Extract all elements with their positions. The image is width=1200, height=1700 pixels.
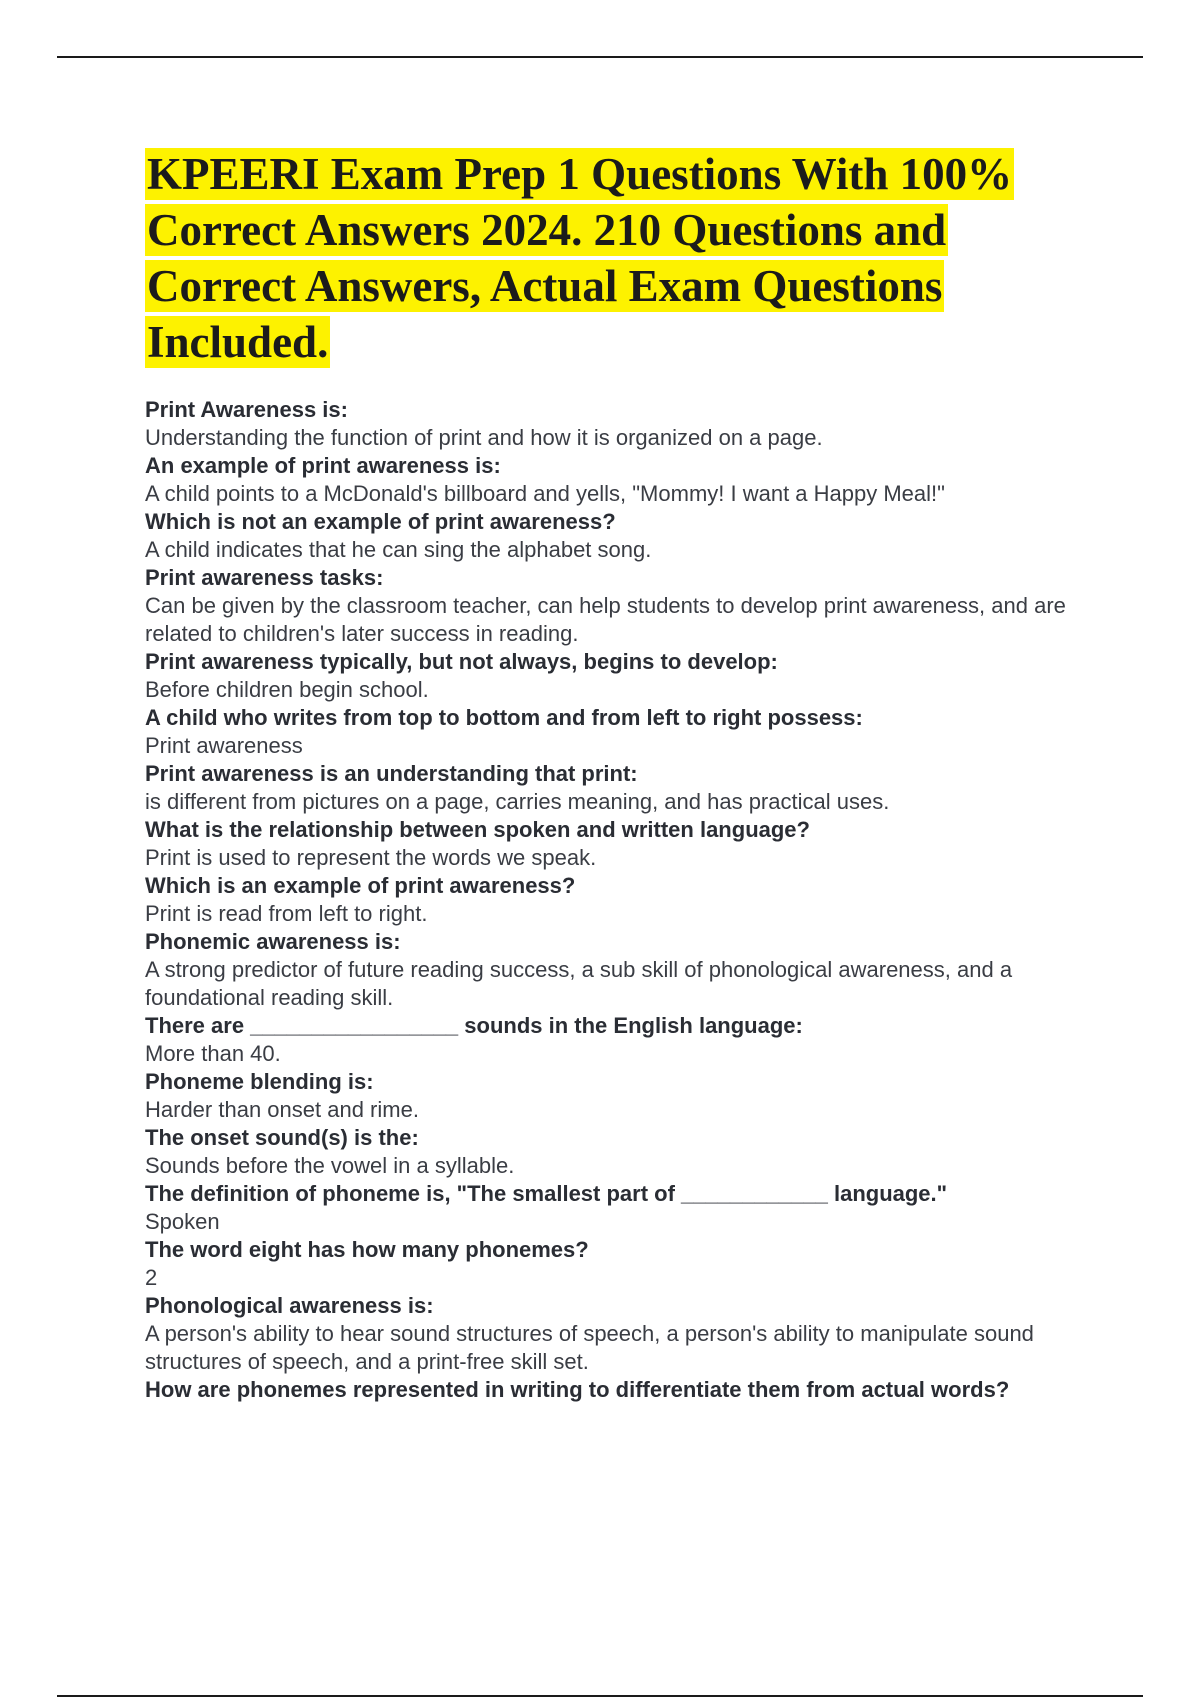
answer-text: More than 40. <box>145 1041 281 1066</box>
question-text: The word eight has how many phonemes? <box>145 1237 589 1262</box>
question-answer-list <box>145 396 1080 1404</box>
answer-text: Print is used to represent the words we speak. <box>145 845 597 870</box>
question-text: The onset sound(s) is the: <box>145 1125 419 1150</box>
qa-item <box>145 564 1080 648</box>
qa-item <box>145 704 1080 760</box>
qa-item <box>145 1236 1080 1292</box>
question-text: Which is not an example of print awareness? <box>145 509 616 534</box>
question-text: A child who writes from top to bottom and from left to right possess: <box>145 705 863 730</box>
qa-item <box>145 928 1080 1012</box>
answer-text: Understanding the function of print and how it is organized on a page. <box>145 425 823 450</box>
bottom-rule <box>57 1695 1143 1697</box>
answer-text: is different from pictures on a page, carries meaning, and has practical uses. <box>145 789 890 814</box>
question-text: What is the relationship between spoken and written language? <box>145 817 810 842</box>
question-text: Phonemic awareness is: <box>145 929 401 954</box>
answer-text: 2 <box>145 1265 158 1290</box>
question-text: Phonological awareness is: <box>145 1293 434 1318</box>
question-text: Print Awareness is: <box>145 397 348 422</box>
question-text: Print awareness typically, but not always, begins to develop: <box>145 649 778 674</box>
qa-item <box>145 816 1080 872</box>
title-highlight: KPEERI Exam Prep 1 Questions With 100% Correct Answers 2024. 210 Questions and Correct Answers, Actual Exam Questions Included. <box>147 149 1013 367</box>
answer-text: Before children begin school. <box>145 677 429 702</box>
document-title <box>145 146 1085 370</box>
answer-text: Can be given by the classroom teacher, can help students to develop print awareness, and are related to children's later success in reading. <box>145 593 1066 646</box>
answer-text: Harder than onset and rime. <box>145 1097 419 1122</box>
answer-text: Print awareness <box>145 733 303 758</box>
question-text: An example of print awareness is: <box>145 453 501 478</box>
question-text: There are _________________ sounds in the English language: <box>145 1013 803 1038</box>
qa-item <box>145 1292 1080 1376</box>
qa-item <box>145 1180 1080 1236</box>
question-text: Phoneme blending is: <box>145 1069 374 1094</box>
answer-text: A strong predictor of future reading success, a sub skill of phonological awareness, and a foundational reading skill. <box>145 957 1013 1010</box>
answer-text: Spoken <box>145 1209 220 1234</box>
question-text: Print awareness tasks: <box>145 565 384 590</box>
answer-text: A child indicates that he can sing the alphabet song. <box>145 537 652 562</box>
qa-item <box>145 648 1080 704</box>
qa-item <box>145 452 1080 508</box>
qa-item <box>145 508 1080 564</box>
question-text: The definition of phoneme is, "The smallest part of ____________ language." <box>145 1181 948 1206</box>
question-text: Which is an example of print awareness? <box>145 873 576 898</box>
question-text: How are phonemes represented in writing to differentiate them from actual words? <box>145 1377 1010 1402</box>
top-rule <box>57 56 1143 58</box>
qa-item <box>145 1068 1080 1124</box>
qa-item <box>145 1124 1080 1180</box>
qa-item <box>145 1376 1080 1404</box>
qa-item <box>145 872 1080 928</box>
qa-item <box>145 760 1080 816</box>
qa-item <box>145 396 1080 452</box>
qa-item <box>145 1012 1080 1068</box>
answer-text: Print is read from left to right. <box>145 901 428 926</box>
answer-text: A person's ability to hear sound structures of speech, a person's ability to manipulate sound structures of speech, and a print-free skill set. <box>145 1321 1034 1374</box>
answer-text: Sounds before the vowel in a syllable. <box>145 1153 515 1178</box>
question-text: Print awareness is an understanding that print: <box>145 761 638 786</box>
answer-text: A child points to a McDonald's billboard and yells, "Mommy! I want a Happy Meal!" <box>145 481 945 506</box>
